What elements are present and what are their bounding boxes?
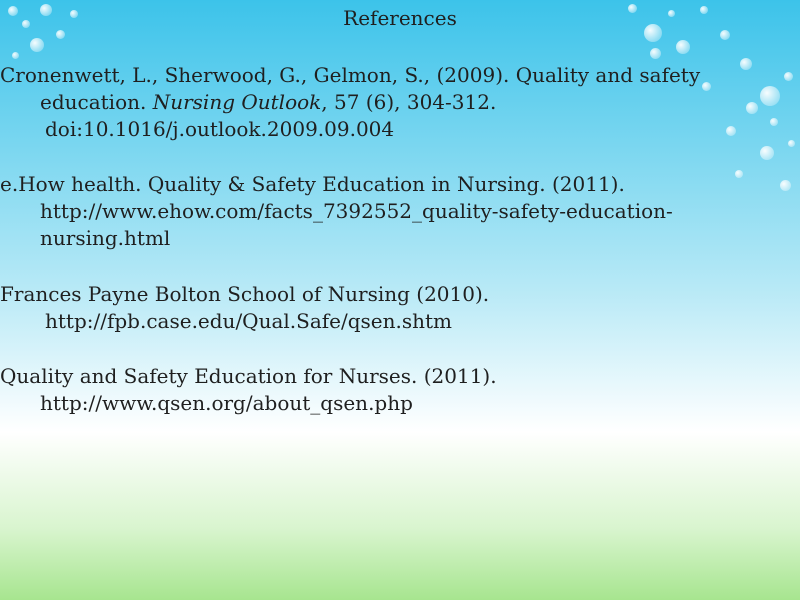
journal-title: Nursing Outlook <box>152 90 322 114</box>
reference-text: education. <box>40 90 153 114</box>
bubble <box>30 38 44 52</box>
bubble <box>720 30 730 40</box>
reference-entry-cronenwett <box>0 62 800 143</box>
reference-line <box>0 89 800 116</box>
reference-url: nursing.html <box>40 226 171 250</box>
reference-line: Frances Payne Bolton School of Nursing (2010). <box>0 282 490 306</box>
reference-entry-qsen <box>0 363 800 417</box>
bubble <box>12 52 19 59</box>
bubble <box>650 48 661 59</box>
reference-line: e.How health. Quality & Safety Education in Nursing. (2011). <box>0 172 625 196</box>
bubble <box>676 40 690 54</box>
slide-title: References <box>343 6 457 30</box>
bubble <box>56 30 65 39</box>
reference-line: Quality and Safety Education for Nurses. (2011). <box>0 364 497 388</box>
reference-entry-fpb <box>0 281 800 335</box>
bubble <box>760 146 774 160</box>
reference-url: http://fpb.case.edu/Qual.Safe/qsen.shtm <box>45 309 453 333</box>
reference-url: http://www.qsen.org/about_qsen.php <box>40 391 413 415</box>
reference-doi: doi:10.1016/j.outlook.2009.09.004 <box>45 117 395 141</box>
reference-entry-ehow <box>0 171 800 252</box>
reference-url: http://www.ehow.com/facts_7392552_quality-safety-education- <box>40 199 673 223</box>
reference-line: Cronenwett, L., Sherwood, G., Gelmon, S., (2009). Quality and safety <box>0 63 701 87</box>
reference-text: , 57 (6), 304-312. <box>321 90 497 114</box>
